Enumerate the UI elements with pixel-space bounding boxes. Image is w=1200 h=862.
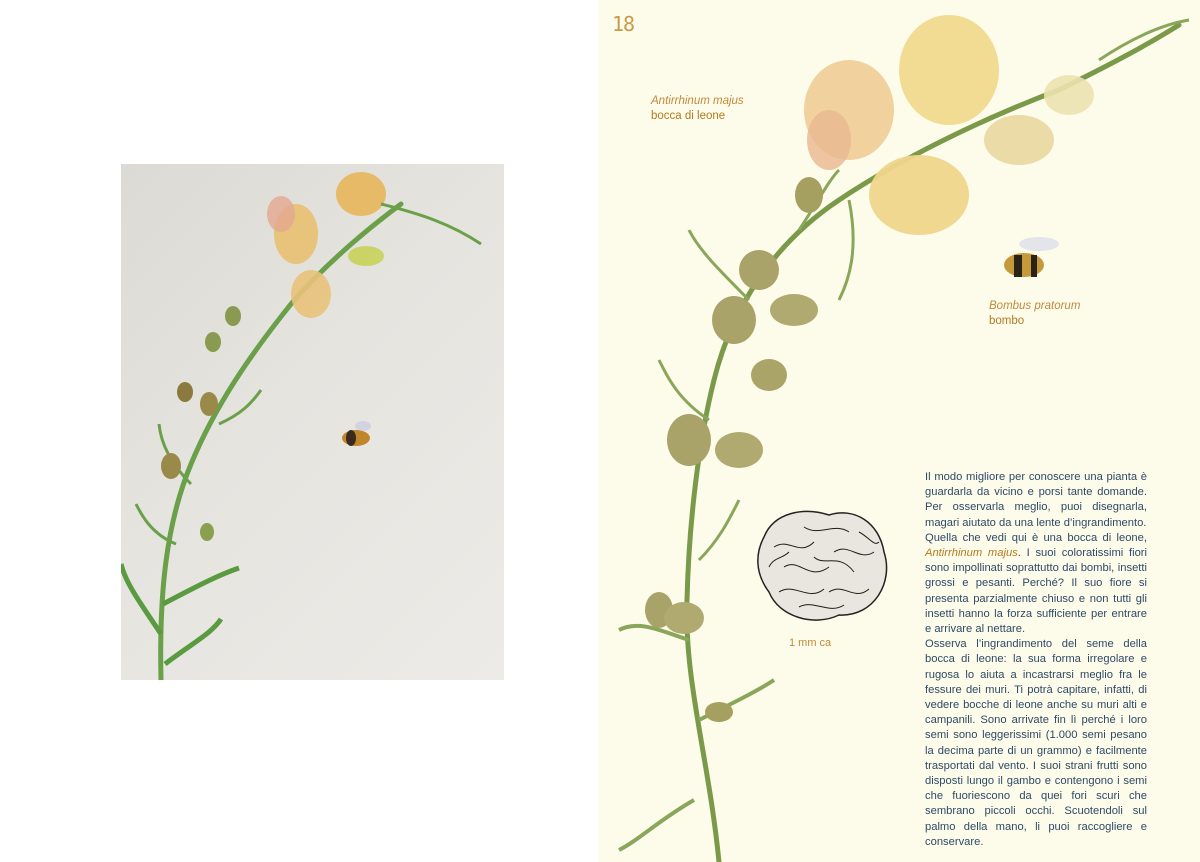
bombus-scientific-name: Bombus pratorum <box>989 300 1081 312</box>
page-number: 18 <box>612 12 635 36</box>
body-paragraph-2-end: . I suoi coloratissimi fiori sono impollinati soprattutto dai bombi, insetti grossi e pesanti. Perché? Il suo fiore si presenta parzialmente chiuso e non tutti gli insetti hanno la forza sufficiente per entrare e arrivare al nettare. <box>925 547 1147 636</box>
bumblebee-illustration <box>1004 237 1059 277</box>
body-paragraph-2 <box>925 531 1147 637</box>
body-paragraph-2-start: Quella che vedi qui è una bocca di leone, <box>925 531 1147 544</box>
right-page <box>599 0 1200 862</box>
left-page <box>0 0 599 862</box>
body-paragraph-1: Il modo migliore per conoscere una pianta è guardarla da vicino e porsi tante domande. Per osservarla meglio, puoi disegnarla, magari aiutato da una lente d’ingrandimento. <box>925 471 1147 529</box>
antirrhinum-label <box>651 94 744 124</box>
bombus-label <box>989 299 1080 329</box>
body-species-name: Antirrhinum majus <box>925 547 1018 560</box>
seed-engraving-illustration <box>744 497 904 637</box>
seed-magnification <box>744 497 904 637</box>
body-paragraph-3: Osserva l’ingrandimento del seme della bocca di leone: la sua forma irregolare e rugosa lo aiuta a incastrarsi meglio fra le fessure dei muri. Ti potrà capitare, infatti, di vedere bocche di leone anche su muri alti e campanili. Sono arrivate fin lì perché i loro semi sono leggerissimi (1.000 semi pesano la decima parte di un grammo) e facilmente trasportati dal vento. I suoi strani frutti sono disposti lungo il gambo e contengono i semi che fuoriescono da quei fori scuri che sembrano piccoli occhi. Scuotendoli sul palmo della mano, li puoi raccogliere e conservare. <box>925 638 1147 848</box>
bombus-common-name: bombo <box>989 315 1025 327</box>
snapdragon-pencil-drawing <box>121 164 504 680</box>
antirrhinum-scientific-name: Antirrhinum majus <box>651 95 744 107</box>
seed-scale-label: 1 mm ca <box>789 637 832 649</box>
antirrhinum-common-name: bocca di leone <box>651 110 726 122</box>
drawing-photo <box>121 164 504 680</box>
body-text <box>925 470 1147 850</box>
